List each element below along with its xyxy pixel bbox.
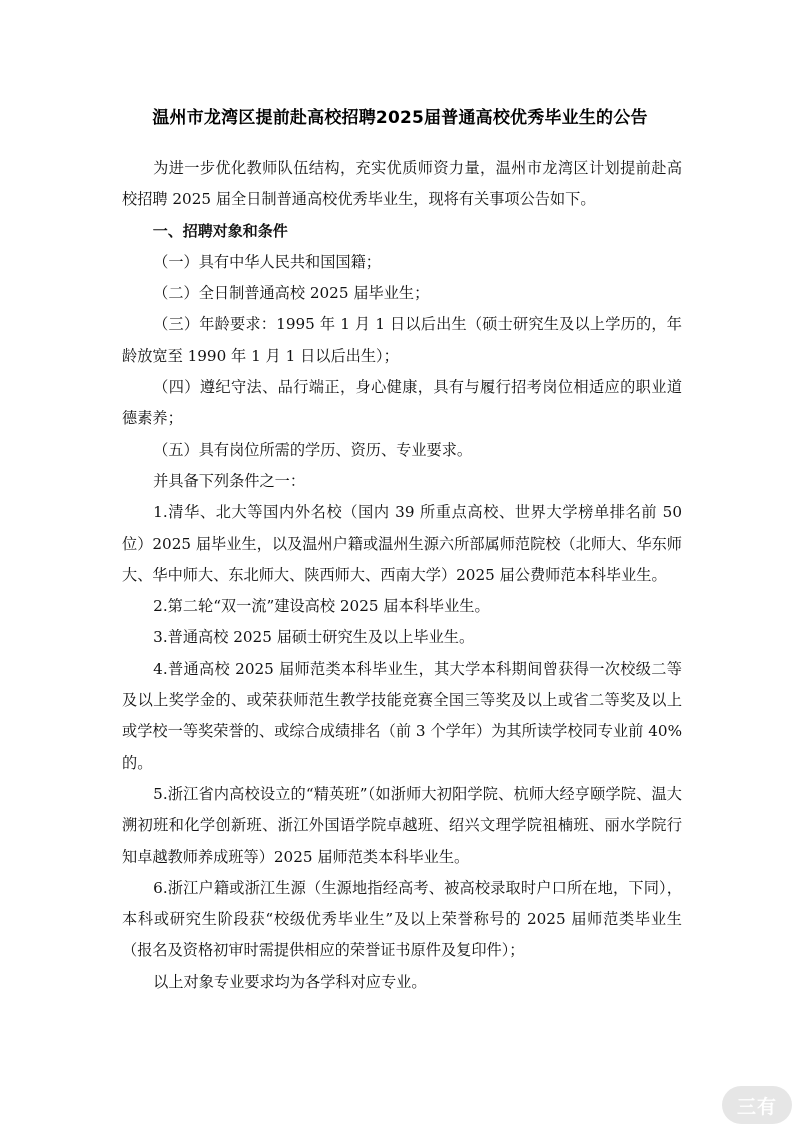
requirement-item: 6.浙江户籍或浙江生源（生源地指经高考、被高校录取时户口所在地，下同），本科或研究生阶段获“校级优秀毕业生”及以上荣誉称号的 2025 届师范类毕业生（报名及资格初审时需提供相应的荣誉证书原件及复印件）； (122, 878, 682, 960)
watermark-logo: 三有 (722, 1086, 792, 1124)
requirement-item: 3.普通高校 2025 届硕士研究生及以上毕业生。 (153, 628, 475, 647)
requirement-item: 4.普通高校 2025 届师范类本科毕业生，其大学本科期间曾获得一次校级二等及以上奖学金的、或荣获师范生教学技能竞赛全国三等奖及以上或省二等奖及以上或学校一等奖荣誉的、或综合成绩排名（前 3 个学年）为其所读学校同专业前 40%的。 (122, 659, 682, 772)
document-title: 温州市龙湾区提前赴高校招聘2025届普通高校优秀毕业生的公告 (152, 108, 648, 128)
condition-item: （五）具有岗位所需的学历、资历、专业要求。 (153, 440, 473, 459)
section-heading: 一、招聘对象和条件 (152, 221, 288, 240)
condition-item: （三）年龄要求：1995 年 1 月 1 日以后出生（硕士研究生及以上学历的，年龄放宽至 1990 年 1 月 1 日以后出生）； (122, 315, 682, 365)
requirement-item: 2.第二轮“双一流”建设高校 2025 届本科毕业生。 (153, 597, 490, 616)
condition-item: （四）遵纪守法、品行端正，身心健康，具有与履行招考岗位相适应的职业道德素养； (122, 378, 682, 428)
document-body (122, 153, 682, 998)
conditions-lead: 并具备下列条件之一： (153, 471, 306, 490)
requirement-item: 5.浙江省内高校设立的“精英班”（如浙师大初阳学院、杭师大经亨颐学院、温大溯初班和化学创新班、浙江外国语学院卓越班、绍兴文理学院祖楠班、丽水学院行知卓越教师养成班等）2025 届师范类本科毕业生。 (122, 784, 682, 866)
condition-item: （一）具有中华人民共和国国籍； (153, 252, 381, 271)
condition-item: （二）全日制普通高校 2025 届毕业生； (153, 284, 430, 303)
requirement-item: 1.清华、北大等国内外名校（国内 39 所重点高校、世界大学榜单排名前 50 位）2025 届毕业生，以及温州户籍或温州生源六所部属师范院校（北师大、华东师大、华中师大、东北师大、陕西师大、西南大学）2025 届公费师范本科毕业生。 (122, 503, 682, 584)
closing-note: 以上对象专业要求均为各学科对应专业。 (153, 972, 427, 991)
intro-paragraph: 为进一步优化教师队伍结构，充实优质师资力量，温州市龙湾区计划提前赴高校招聘 2025 届全日制普通高校优秀毕业生，现将有关事项公告如下。 (122, 159, 682, 209)
